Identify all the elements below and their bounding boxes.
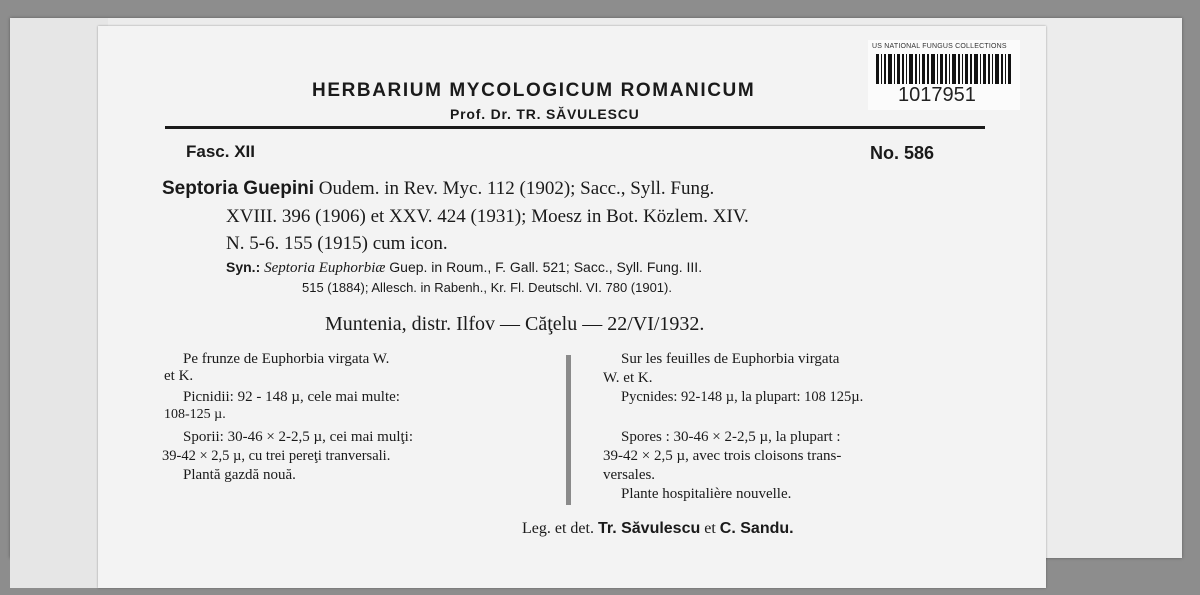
barcode-number: 1017951: [898, 84, 976, 106]
barcode-institution: US NATIONAL FUNGUS COLLECTIONS: [872, 43, 1007, 50]
header-rule: [165, 126, 985, 129]
collector-joiner: et: [704, 520, 716, 537]
backing-sheet-edge: [10, 18, 108, 588]
column-divider: [566, 355, 571, 505]
fr-line-2: W. et K.: [603, 370, 653, 386]
fascicle-label: Fasc. XII: [186, 142, 255, 161]
barcode-sticker: [868, 40, 1020, 110]
collector-line: [522, 520, 794, 538]
fr-line-6: versales.: [603, 467, 656, 483]
barcode-icon: [876, 54, 1012, 84]
fr-line-3: Pycnides: 92-148 µ, la plupart: 108 125µ.: [621, 389, 864, 405]
ro-line-1: Pe frunze de Euphorbia virgata W.: [183, 351, 390, 367]
collector-name-1: Tr. Săvulescu: [597, 520, 701, 537]
collector-prefix: Leg. et det.: [522, 520, 594, 537]
species-line: [162, 178, 714, 200]
fr-line-4: Spores : 30-46 × 2-2,5 µ, la plupart :: [621, 429, 841, 445]
ro-line-2: et K.: [164, 368, 194, 384]
synonym-name: Septoria Euphorbiæ: [264, 260, 386, 276]
fr-line-1: Sur les feuilles de Euphorbia virgata: [621, 351, 840, 367]
species-citation-1: Oudem. in Rev. Myc. 112 (1902); Sacc., Syll. Fung.: [318, 178, 715, 199]
synonym-citation-1: Guep. in Roum., F. Gall. 521; Sacc., Syll. Fung. III.: [389, 259, 703, 275]
collector-name-2: C. Sandu.: [719, 520, 794, 537]
ro-line-4: 108-125 µ.: [164, 407, 226, 422]
ro-line-5: Sporii: 30-46 × 2-2,5 µ, cei mai mulţi:: [183, 429, 413, 445]
synonym-line-1: [226, 259, 702, 277]
fr-line-7: Plante hospitalière nouvelle.: [621, 486, 792, 502]
fr-line-5: 39-42 × 2,5 µ, avec trois cloisons trans-: [603, 448, 842, 464]
herbarium-subtitle: Prof. Dr. TR. SĂVULESCU: [450, 106, 640, 122]
herbarium-title: HERBARIUM MYCOLOGICUM ROMANICUM: [312, 80, 756, 101]
species-citation-2: XVIII. 396 (1906) et XXV. 424 (1931); Moesz in Bot. Közlem. XIV.: [226, 206, 749, 227]
ro-line-7: Plantă gazdă nouă.: [183, 467, 296, 483]
synonym-citation-2: 515 (1884); Allesch. in Rabenh., Kr. Fl. Deutschl. VI. 780 (1901).: [302, 280, 672, 295]
species-name: Septoria Guepini: [162, 178, 315, 199]
synonym-label: Syn.:: [226, 259, 261, 275]
locality: Muntenia, distr. Ilfov — Căţelu — 22/VI/1932.: [325, 313, 705, 335]
specimen-number: No. 586: [870, 143, 935, 163]
ro-line-3: Picnidii: 92 - 148 µ, cele mai multe:: [183, 389, 400, 405]
ro-line-6: 39-42 × 2,5 µ, cu trei pereţi tranversali.: [162, 448, 391, 464]
species-citation-3: N. 5-6. 155 (1915) cum icon.: [226, 233, 448, 254]
